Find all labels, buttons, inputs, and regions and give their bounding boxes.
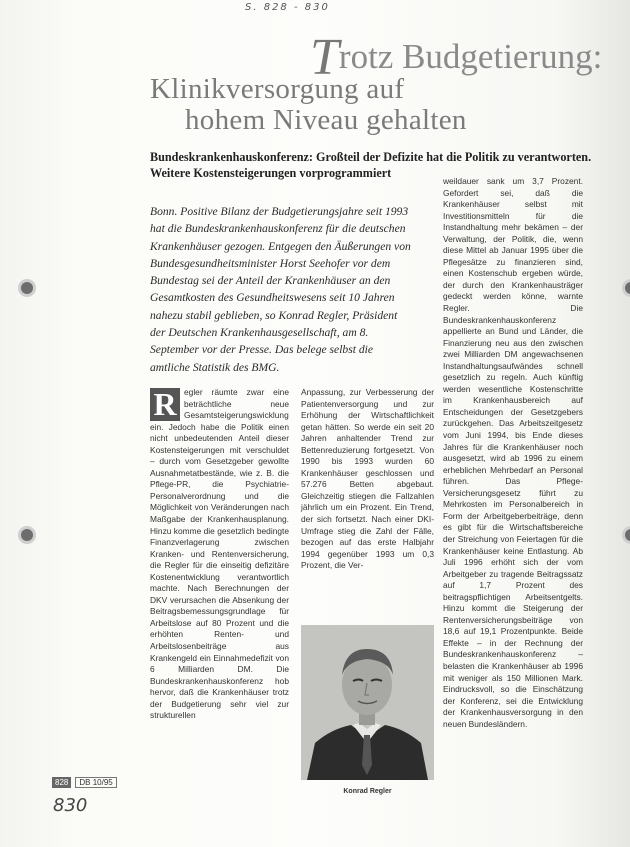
photo-caption: Konrad Regler (343, 788, 392, 795)
article-lead: Bonn. Positive Bilanz der Budgetierungsjahre seit 1993 hat die Bundeskrankenhauskonferenz für die deutschen Krankenhäuser gezogen. Entgegen den Äußerungen von Bundesgesundheitsminister Horst Seehofer vor dem Bundestag sei der Anteil der Krankenhäuser an den Gesamtkosten des Gesundheitswesens seit 10 Jahren nahezu stabil geblieben, so Konrad Regler, Präsident der Deutschen Krankenhausgesellschaft, am 8. September vor der Presse. Das belege selbst die amtliche Statistik des BMG. (150, 205, 411, 374)
body-column-1 (150, 387, 289, 722)
body-column-2: Anpassung, zur Verbesserung der Patientenversorgung und zur Erhöhung der Wirtschaftlichkeit getan hätten. So werde ein seit 20 Jahren anhaltender Trend zur Bettenreduzierung fortgesetzt. Von 1990 bis 1993 wurden 60 Krankenhäuser geschlossen und 57.276 Betten abgebaut. Gleichzeitig stiegen die Fallzahlen jährlich um ein Prozent. Ein Trend, der sich fortsetzt. Nach einer DKI-Umfrage stieg die Zahl der Fälle, bezogen auf das erste Halbjahr 1994 gegenüber 1993 um 0,3 Prozent, die Ver- (301, 387, 434, 571)
handwritten-page-range: S. 828 - 830 (245, 2, 330, 13)
punch-hole-icon (625, 529, 630, 541)
page-number: 828 (52, 777, 71, 788)
article-subtitle: Bundeskrankenhauskonferenz: Großteil der Defizite hat die Politik zu verantworten. Weitere Kostensteigerungen vorprogrammiert (150, 150, 592, 180)
punch-hole-icon (21, 529, 33, 541)
headline-line-1-text: rotz Budgetierung: (338, 37, 603, 76)
drop-cap: R (150, 388, 180, 421)
headline-line-2: Klinikversorgung auf (150, 73, 405, 105)
body-column-3: weildauer sank um 3,7 Prozent. Gefordert sei, daß die Krankenhäuser selbst mit Investitionsmitteln für die Instandhaltung mehr bekämen – der Verwaltung, der Politik, die, wenn diese Mittel ab Januar 1995 über die Pflegesätze zu finanzieren sind, einen Kostenschub ergeben würde, der durch den Krankenhausträger gedeckt werden könne, warnte Regler. Die Bundeskrankenhauskonferenz appellierte an Bund und Länder, die Finanzierung neu aus den zwischen zwei Milliarden DM angewachsenen Instandhaltungsaufwändes schnell gesetzlich zu regeln. Auch künftig werden wesentliche Kostenschritte im Krankenhausbereich auf Entscheidungen der Gesetzgebers zurückgehen. Das Arbeitszeitgesetz vom Juni 1994, bis Ende dieses Jahres für die Krankenhäuser noch ausgesetzt, wird ab 1996 zu einem erheblichen Mehrbedarf an Personal führen. Das Pflege-Versicherungsgesetz führt zu Mehrkosten im Personalbereich in Form der Arbeitgeberbeiträge, denn es gibt für die Wirtschaftsbereiche der Streichung von Feiertagen für die Krankenhäuser keine Entlastung. Ab Juli 1996 erhöht sich der vom Arbeitgeber zu tragende Beitragssatz auf 1,7 Prozent des beitragspflichtigen Arbeitsentgelts. Hinzu kommt die Steigerung der Rentenversicherungsbeiträge von 18,6 auf 19,1 Prozentpunkte. Beide Effekte – in der Rechnung der Bundeskrankenhauskonferenz – belasten die Krankenhäuser ab 1996 mit weniger als 150 Millionen Mark. Eindrucksvoll, so die Einschätzung der Konferenz, sei die Entwicklung der Krankenhausversorgung in den neuen Bundesländern. (443, 176, 583, 729)
headline-line-3: hohem Niveau gehalten (185, 104, 467, 136)
issue-label: DB 10/95 (75, 777, 116, 788)
headline-initial: T (310, 29, 339, 86)
punch-hole-icon (625, 282, 630, 294)
handwritten-page-number: 830 (53, 795, 88, 816)
portrait-photo (301, 625, 434, 780)
portrait-illustration (301, 625, 434, 780)
body-column-1-text: egler räumte zwar eine beträchtliche neue Gesamtsteigerungswicklung ein. Jedoch habe die Politik einen nicht unbedeutenden Anteil dieser Kostensteigerungen mit verschuldet – durch vom Gesetzgeber gewollte Ausnahmetatbestände, wie z. B. die Pflege-PR, die Psychiatrie-Personalverordnung und die Möglichkeit von Veränderungen nach Maßgabe der Krankenhausplanung. Hinzu komme die gesetzlich bedingte Finanzverlagerung zwischen Kranken- und Rentenversicherung, die Regler für die einseitig defizitäre Kostenentwicklung verantwortlich machte. Nach Berechnungen der DKV verursachen die Absenkung der Beitragsbemessungsgrundlage für Arbeitslose auf 80 Prozent und die erhöhten Renten- und Arbeitslosenbeiträge aus Krankengeld ein Einnahmedefizit von 6 Milliarden DM. Die Bundeskrankenhauskonferenz hob hervor, daß die Krankenhäuser trotz der Budgetierung sehr viel zur strukturellen (150, 387, 289, 721)
page-footer (52, 777, 117, 788)
punch-hole-icon (21, 282, 33, 294)
